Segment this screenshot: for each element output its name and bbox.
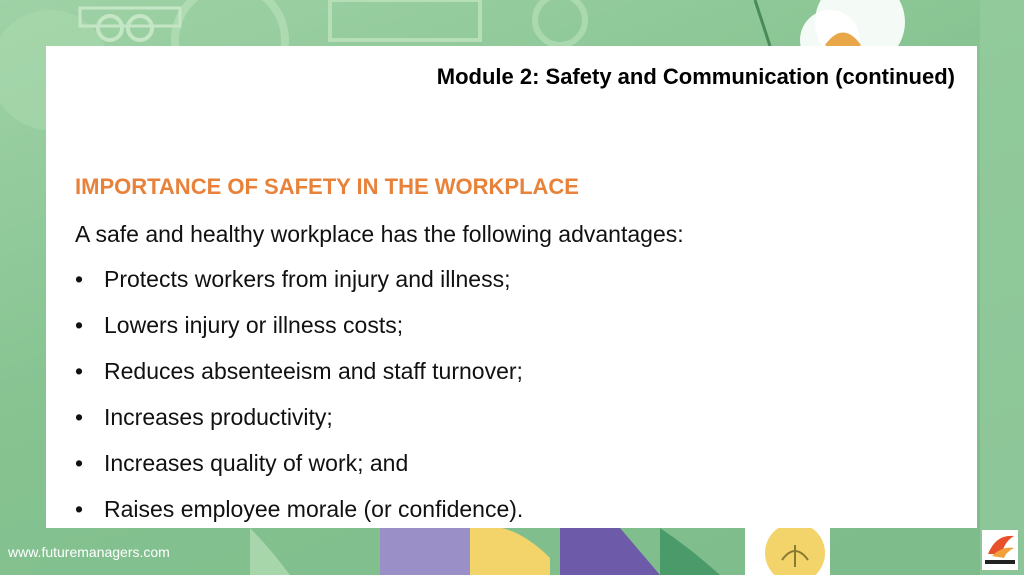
logo-graphic	[982, 530, 1018, 570]
bullet-marker: •	[75, 358, 84, 384]
list-item-text: Lowers injury or illness costs;	[104, 312, 404, 338]
bullet-marker: •	[75, 404, 84, 430]
list-item-text: Reduces absenteeism and staff turnover;	[104, 358, 523, 384]
footer-website-link[interactable]: www.futuremanagers.com	[8, 544, 170, 560]
list-item-text: Protects workers from injury and illness;	[104, 266, 511, 292]
section-heading: IMPORTANCE OF SAFETY IN THE WORKPLACE	[75, 174, 579, 199]
bullet-marker: •	[75, 312, 84, 338]
bullet-marker: •	[75, 496, 84, 522]
slide-title: Module 2: Safety and Communication (continued)	[436, 64, 955, 89]
content-card	[46, 46, 977, 528]
bullet-marker: •	[75, 450, 84, 476]
intro-text: A safe and healthy workplace has the following advantages:	[75, 221, 684, 247]
list-item-text: Increases productivity;	[104, 404, 333, 430]
logo-icon	[982, 530, 1018, 570]
list-item-text: Increases quality of work; and	[104, 450, 409, 476]
bullet-marker: •	[75, 266, 84, 292]
list-item-text: Raises employee morale (or confidence).	[104, 496, 524, 522]
